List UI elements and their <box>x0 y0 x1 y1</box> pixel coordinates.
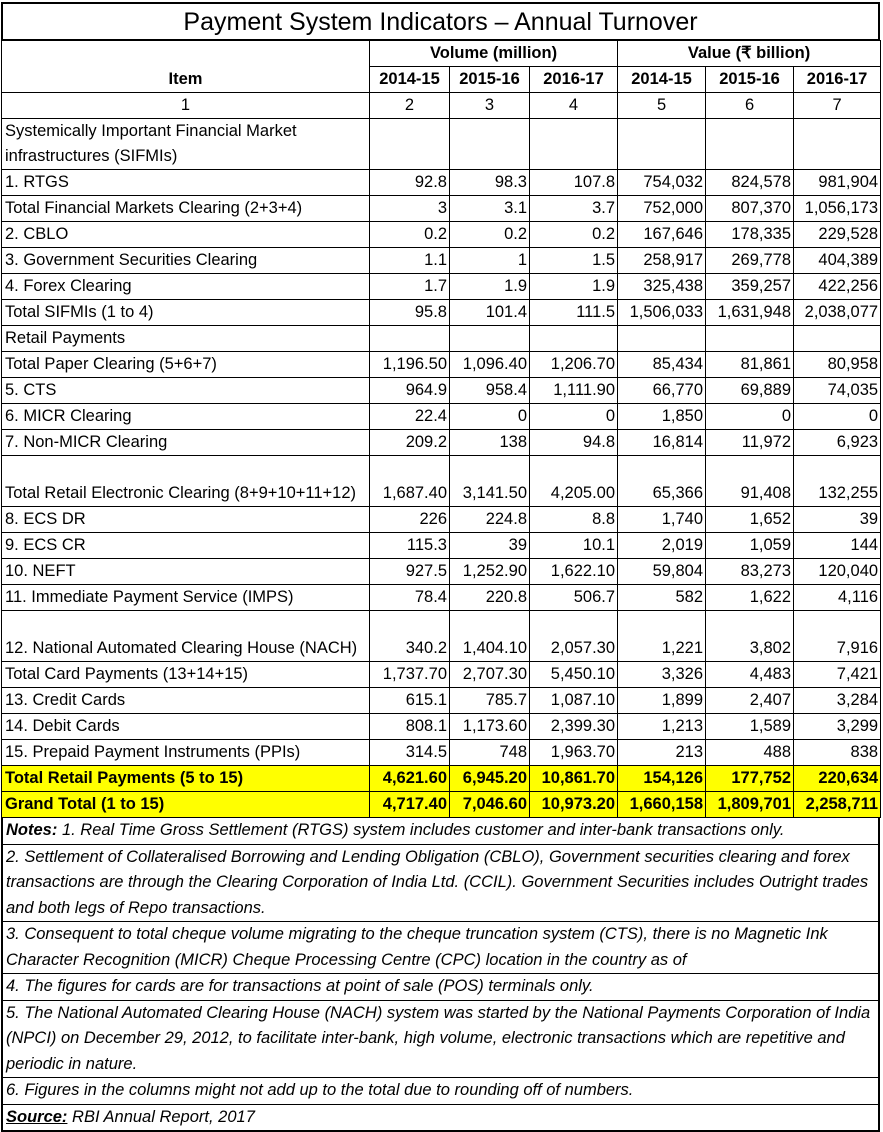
row-value-cell: 7,421 <box>794 662 881 688</box>
row-item-label: 4. Forex Clearing <box>2 274 370 300</box>
row-value-cell: 0.2 <box>450 222 530 248</box>
table-row <box>2 559 881 585</box>
row-value-cell: 3,802 <box>706 611 794 662</box>
table-row <box>2 196 881 222</box>
table-row <box>2 533 881 559</box>
total-row <box>2 792 881 818</box>
table-row <box>2 662 881 688</box>
row-value-cell: 0.2 <box>370 222 450 248</box>
row-value-cell: 422,256 <box>794 274 881 300</box>
column-number: 2 <box>370 93 450 119</box>
row-value-cell: 229,528 <box>794 222 881 248</box>
row-value-cell: 39 <box>450 533 530 559</box>
row-item-label: 15. Prepaid Payment Instruments (PPIs) <box>2 740 370 766</box>
row-item-label: 1. RTGS <box>2 170 370 196</box>
table-row <box>2 326 881 352</box>
note-1 <box>3 818 878 845</box>
row-value-cell: 39 <box>794 507 881 533</box>
row-value-cell <box>618 119 706 170</box>
row-value-cell: 6,945.20 <box>450 766 530 792</box>
row-value-cell: 7,916 <box>794 611 881 662</box>
row-value-cell: 3.1 <box>450 196 530 222</box>
row-value-cell <box>794 119 881 170</box>
note-1-text: 1. Real Time Gross Settlement (RTGS) system includes customer and inter-bank transactions only. <box>62 821 784 839</box>
row-value-cell: 1,622.10 <box>530 559 618 585</box>
row-value-cell: 269,778 <box>706 248 794 274</box>
row-value-cell: 224.8 <box>450 507 530 533</box>
row-value-cell: 3,284 <box>794 688 881 714</box>
row-value-cell: 1,660,158 <box>618 792 706 818</box>
row-value-cell: 1,899 <box>618 688 706 714</box>
row-item-label: Systemically Important Financial Market infrastructures (SIFMIs) <box>2 119 370 170</box>
row-value-cell: 838 <box>794 740 881 766</box>
row-value-cell: 154,126 <box>618 766 706 792</box>
row-value-cell: 359,257 <box>706 274 794 300</box>
table-row <box>2 714 881 740</box>
column-number-row <box>2 93 881 119</box>
row-value-cell: 1,059 <box>706 533 794 559</box>
row-value-cell: 824,578 <box>706 170 794 196</box>
column-number: 3 <box>450 93 530 119</box>
row-value-cell <box>450 326 530 352</box>
year-header: 2016-17 <box>794 67 881 93</box>
row-value-cell: 1,631,948 <box>706 300 794 326</box>
row-value-cell: 1.9 <box>450 274 530 300</box>
row-value-cell: 1,252.90 <box>450 559 530 585</box>
row-value-cell: 2,399.30 <box>530 714 618 740</box>
row-value-cell: 754,032 <box>618 170 706 196</box>
row-value-cell: 1,737.70 <box>370 662 450 688</box>
value-group-header: Value (₹ billion) <box>618 41 881 67</box>
row-item-label: Total Card Payments (13+14+15) <box>2 662 370 688</box>
row-value-cell: 1.5 <box>530 248 618 274</box>
row-value-cell: 1,963.70 <box>530 740 618 766</box>
row-value-cell: 107.8 <box>530 170 618 196</box>
row-value-cell: 91,408 <box>706 456 794 507</box>
year-header: 2015-16 <box>706 67 794 93</box>
row-value-cell: 1,809,701 <box>706 792 794 818</box>
year-header: 2015-16 <box>450 67 530 93</box>
row-value-cell: 927.5 <box>370 559 450 585</box>
row-item-label: Total Financial Markets Clearing (2+3+4) <box>2 196 370 222</box>
row-value-cell: 748 <box>450 740 530 766</box>
row-value-cell: 807,370 <box>706 196 794 222</box>
row-value-cell: 1,111.90 <box>530 378 618 404</box>
table-row <box>2 352 881 378</box>
row-value-cell: 120,040 <box>794 559 881 585</box>
row-value-cell: 209.2 <box>370 430 450 456</box>
item-header: Item <box>2 41 370 93</box>
row-item-label: 14. Debit Cards <box>2 714 370 740</box>
row-value-cell: 1,206.70 <box>530 352 618 378</box>
row-value-cell: 92.8 <box>370 170 450 196</box>
row-value-cell: 488 <box>706 740 794 766</box>
row-value-cell <box>370 119 450 170</box>
row-value-cell: 1,506,033 <box>618 300 706 326</box>
row-value-cell: 178,335 <box>706 222 794 248</box>
table-row <box>2 300 881 326</box>
row-item-label: 13. Credit Cards <box>2 688 370 714</box>
row-item-label: Total SIFMIs (1 to 4) <box>2 300 370 326</box>
year-header: 2014-15 <box>618 67 706 93</box>
row-value-cell: 74,035 <box>794 378 881 404</box>
row-value-cell: 1,221 <box>618 611 706 662</box>
row-value-cell: 1,087.10 <box>530 688 618 714</box>
row-value-cell: 0 <box>794 404 881 430</box>
row-value-cell: 85,434 <box>618 352 706 378</box>
table-row <box>2 274 881 300</box>
table-row <box>2 688 881 714</box>
row-value-cell: 65,366 <box>618 456 706 507</box>
row-item-label: 3. Government Securities Clearing <box>2 248 370 274</box>
row-value-cell: 59,804 <box>618 559 706 585</box>
row-value-cell: 213 <box>618 740 706 766</box>
row-value-cell: 66,770 <box>618 378 706 404</box>
turnover-table <box>1 40 881 818</box>
row-item-label: 10. NEFT <box>2 559 370 585</box>
row-value-cell <box>450 119 530 170</box>
row-value-cell: 226 <box>370 507 450 533</box>
row-value-cell: 752,000 <box>618 196 706 222</box>
row-value-cell: 98.3 <box>450 170 530 196</box>
row-value-cell: 132,255 <box>794 456 881 507</box>
row-value-cell: 10,861.70 <box>530 766 618 792</box>
row-value-cell: 94.8 <box>530 430 618 456</box>
row-value-cell: 3,326 <box>618 662 706 688</box>
row-value-cell: 615.1 <box>370 688 450 714</box>
row-value-cell: 4,205.00 <box>530 456 618 507</box>
row-value-cell: 2,258,711 <box>794 792 881 818</box>
row-value-cell: 83,273 <box>706 559 794 585</box>
indicator-sheet <box>1 2 880 1132</box>
row-value-cell: 258,917 <box>618 248 706 274</box>
row-item-label: 5. CTS <box>2 378 370 404</box>
row-item-label: 8. ECS DR <box>2 507 370 533</box>
table-title: Payment System Indicators – Annual Turnover <box>1 2 880 40</box>
row-value-cell: 5,450.10 <box>530 662 618 688</box>
row-value-cell: 1,173.60 <box>450 714 530 740</box>
row-value-cell: 220.8 <box>450 585 530 611</box>
row-value-cell: 0 <box>530 404 618 430</box>
row-value-cell: 4,717.40 <box>370 792 450 818</box>
row-value-cell: 2,019 <box>618 533 706 559</box>
row-value-cell: 3,141.50 <box>450 456 530 507</box>
row-value-cell: 78.4 <box>370 585 450 611</box>
table-row <box>2 248 881 274</box>
row-value-cell: 138 <box>450 430 530 456</box>
row-value-cell <box>706 326 794 352</box>
row-value-cell: 1,740 <box>618 507 706 533</box>
column-number: 7 <box>794 93 881 119</box>
table-row <box>2 611 881 662</box>
row-value-cell: 506.7 <box>530 585 618 611</box>
row-item-label: Retail Payments <box>2 326 370 352</box>
row-value-cell: 1,056,173 <box>794 196 881 222</box>
row-value-cell <box>794 326 881 352</box>
row-value-cell: 1,196.50 <box>370 352 450 378</box>
row-value-cell: 314.5 <box>370 740 450 766</box>
row-value-cell: 0 <box>706 404 794 430</box>
note-3: 3. Consequent to total cheque volume migrating to the cheque truncation system (CTS), there is no Magnetic Ink Character Recognition (MICR) Cheque Processing Centre (CPC) location in the country as of <box>3 922 878 974</box>
table-row <box>2 170 881 196</box>
row-value-cell: 808.1 <box>370 714 450 740</box>
row-value-cell: 2,707.30 <box>450 662 530 688</box>
source-note <box>3 1105 878 1132</box>
note-2: 2. Settlement of Collateralised Borrowing and Lending Obligation (CBLO), Government securities clearing and forex transactions are through the Clearing Corporation of India Ltd. (CCIL). Government Securities includes Outright trades and both legs of Repo transactions. <box>3 845 878 923</box>
table-row <box>2 585 881 611</box>
row-value-cell: 2,057.30 <box>530 611 618 662</box>
row-value-cell: 3.7 <box>530 196 618 222</box>
table-row <box>2 119 881 170</box>
table-row <box>2 222 881 248</box>
row-value-cell: 964.9 <box>370 378 450 404</box>
source-label: Source: <box>6 1108 67 1126</box>
row-value-cell: 95.8 <box>370 300 450 326</box>
row-value-cell: 1.1 <box>370 248 450 274</box>
row-value-cell: 2,407 <box>706 688 794 714</box>
row-value-cell: 1,687.40 <box>370 456 450 507</box>
row-item-label: 12. National Automated Clearing House (NACH) <box>2 611 370 662</box>
row-value-cell <box>618 326 706 352</box>
row-item-label: 6. MICR Clearing <box>2 404 370 430</box>
notes-section <box>1 818 880 1132</box>
row-value-cell: 340.2 <box>370 611 450 662</box>
note-4: 4. The figures for cards are for transactions at point of sale (POS) terminals only. <box>3 974 878 1001</box>
row-value-cell: 1,096.40 <box>450 352 530 378</box>
row-value-cell: 0.2 <box>530 222 618 248</box>
row-value-cell: 8.8 <box>530 507 618 533</box>
row-value-cell: 1,850 <box>618 404 706 430</box>
row-value-cell: 1,213 <box>618 714 706 740</box>
row-value-cell: 1 <box>450 248 530 274</box>
row-value-cell: 1,652 <box>706 507 794 533</box>
row-value-cell: 981,904 <box>794 170 881 196</box>
row-value-cell: 0 <box>450 404 530 430</box>
table-row <box>2 404 881 430</box>
row-item-label: Grand Total (1 to 15) <box>2 792 370 818</box>
row-value-cell: 404,389 <box>794 248 881 274</box>
row-value-cell: 10,973.20 <box>530 792 618 818</box>
row-value-cell: 4,483 <box>706 662 794 688</box>
row-value-cell: 220,634 <box>794 766 881 792</box>
row-item-label: Total Retail Payments (5 to 15) <box>2 766 370 792</box>
row-value-cell: 4,116 <box>794 585 881 611</box>
row-value-cell: 785.7 <box>450 688 530 714</box>
column-number: 6 <box>706 93 794 119</box>
note-5: 5. The National Automated Clearing House (NACH) system was started by the National Payments Corporation of India (NPCI) on December 29, 2012, to facilitate inter-bank, high volume, electronic transactions which are repetitive and periodic in nature. <box>3 1001 878 1079</box>
table-row <box>2 507 881 533</box>
row-value-cell <box>530 119 618 170</box>
table-row <box>2 378 881 404</box>
table-row <box>2 430 881 456</box>
row-value-cell: 1.9 <box>530 274 618 300</box>
row-item-label: 11. Immediate Payment Service (IMPS) <box>2 585 370 611</box>
column-number: 4 <box>530 93 618 119</box>
row-item-label: 9. ECS CR <box>2 533 370 559</box>
note-6: 6. Figures in the columns might not add up to the total due to rounding off of numbers. <box>3 1078 878 1105</box>
row-value-cell: 11,972 <box>706 430 794 456</box>
row-value-cell: 10.1 <box>530 533 618 559</box>
row-value-cell: 2,038,077 <box>794 300 881 326</box>
row-value-cell: 582 <box>618 585 706 611</box>
row-value-cell: 7,046.60 <box>450 792 530 818</box>
row-value-cell: 16,814 <box>618 430 706 456</box>
row-item-label: Total Paper Clearing (5+6+7) <box>2 352 370 378</box>
row-value-cell <box>530 326 618 352</box>
row-value-cell: 4,621.60 <box>370 766 450 792</box>
row-value-cell: 22.4 <box>370 404 450 430</box>
column-number: 1 <box>2 93 370 119</box>
row-value-cell: 144 <box>794 533 881 559</box>
row-value-cell: 1,622 <box>706 585 794 611</box>
year-header: 2014-15 <box>370 67 450 93</box>
row-value-cell: 1.7 <box>370 274 450 300</box>
row-value-cell: 177,752 <box>706 766 794 792</box>
notes-label: Notes: <box>6 821 57 839</box>
row-value-cell: 1,404.10 <box>450 611 530 662</box>
row-item-label: 2. CBLO <box>2 222 370 248</box>
row-value-cell: 167,646 <box>618 222 706 248</box>
total-row <box>2 766 881 792</box>
row-value-cell: 69,889 <box>706 378 794 404</box>
row-value-cell: 80,958 <box>794 352 881 378</box>
header-group-row <box>2 41 881 67</box>
row-value-cell: 3,299 <box>794 714 881 740</box>
table-row <box>2 456 881 507</box>
row-value-cell: 1,589 <box>706 714 794 740</box>
table-row <box>2 740 881 766</box>
row-value-cell: 81,861 <box>706 352 794 378</box>
row-value-cell: 325,438 <box>618 274 706 300</box>
column-number: 5 <box>618 93 706 119</box>
row-value-cell <box>370 326 450 352</box>
row-value-cell: 101.4 <box>450 300 530 326</box>
row-value-cell <box>706 119 794 170</box>
row-value-cell: 3 <box>370 196 450 222</box>
row-value-cell: 115.3 <box>370 533 450 559</box>
row-item-label: 7. Non-MICR Clearing <box>2 430 370 456</box>
row-value-cell: 6,923 <box>794 430 881 456</box>
year-header: 2016-17 <box>530 67 618 93</box>
volume-group-header: Volume (million) <box>370 41 618 67</box>
source-text: RBI Annual Report, 2017 <box>72 1108 255 1126</box>
row-value-cell: 958.4 <box>450 378 530 404</box>
row-value-cell: 111.5 <box>530 300 618 326</box>
row-item-label: Total Retail Electronic Clearing (8+9+10+11+12) <box>2 456 370 507</box>
